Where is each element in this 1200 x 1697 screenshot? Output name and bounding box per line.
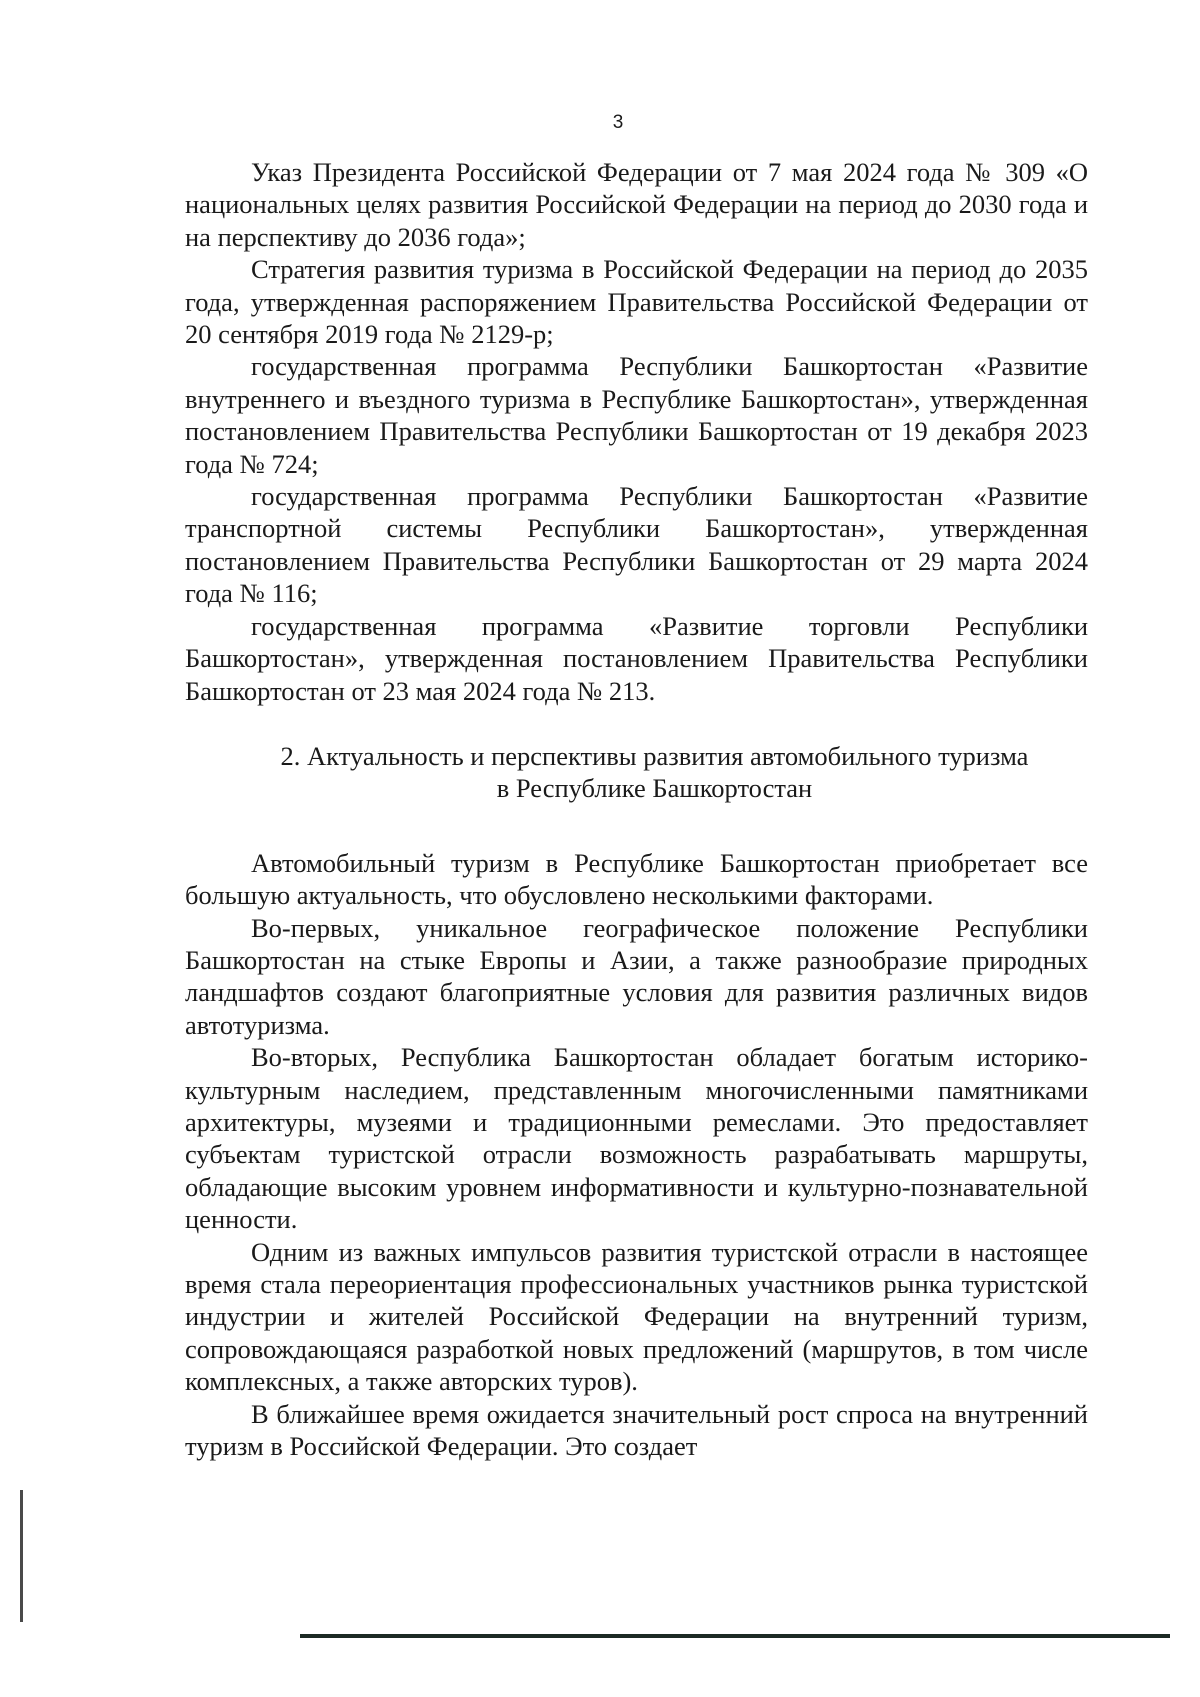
paragraph-tourism-strategy: Стратегия развития туризма в Российской Федерации на период до 2035 года, утвержденная распоряжением Правительства Российской Федерации от 20 сентября 2019 года № 2129-р; — [185, 254, 1088, 350]
paragraph-secondly: Во-вторых, Республика Башкортостан обладает богатым историко-культурным наследием, представленным многочисленными памятниками архитектуры, музеями и традиционными ремеслами. Это предоставляет субъектам туристской отрасли возможность разрабатывать маршруты, обладающие высоким уровнем информативности и культурно-познавательной ценности. — [185, 1042, 1088, 1235]
bottom-rule — [300, 1634, 1170, 1638]
paragraph-program-transport: государственная программа Республики Башкортостан «Развитие транспортной системы Республики Башкортостан», утвержденная постановлением Правительства Республики Башкортостан от 29 марта 2024 года № 116; — [185, 481, 1088, 609]
document-body — [185, 156, 1088, 1462]
paragraph-relevance: Автомобильный туризм в Республике Башкортостан приобретает все большую актуальность, что обусловлено несколькими факторами. — [185, 847, 1088, 911]
section-heading-line-1: 2. Актуальность и перспективы развития автомобильного туризма — [280, 740, 1029, 771]
scan-edge-line — [20, 1490, 23, 1622]
spacer — [185, 707, 1088, 740]
paragraph-demand-growth: В ближайшее время ожидается значительный рост спроса на внутренний туризм в Российской Федерации. Это создает — [185, 1398, 1088, 1462]
spacer — [185, 805, 1088, 847]
paragraph-program-trade: государственная программа «Развитие торговли Республики Башкортостан», утвержденная постановлением Правительства Республики Башкортостан от 23 мая 2024 года № 213. — [185, 610, 1088, 706]
section-heading-line-2: в Республике Башкортостан — [496, 773, 813, 804]
paragraph-domestic-shift: Одним из важных импульсов развития туристской отрасли в настоящее время стала переориентация профессиональных участников рынка туристской индустрии и жителей Российской Федерации на внутренний туризм, сопровождающаяся разработкой новых предложений (маршрутов, в том числе комплексных, а также авторских туров). — [185, 1236, 1088, 1397]
paragraph-firstly: Во-первых, уникальное географическое положение Республики Башкортостан на стыке Европы и Азии, а также разнообразие природных ландшафтов создают благоприятные условия для развития различных видов автотуризма. — [185, 912, 1088, 1040]
page-number: 3 — [612, 112, 624, 133]
paragraph-program-tourism: государственная программа Республики Башкортостан «Развитие внутреннего и въездного туризма в Республике Башкортостан», утвержденная постановлением Правительства Республики Башкортостан от 19 декабря 2023 года № 724; — [185, 351, 1088, 479]
paragraph-presidential-decree: Указ Президента Российской Федерации от 7 мая 2024 года № 309 «О национальных целях развития Российской Федерации на период до 2030 года и на перспективу до 2036 года»; — [185, 157, 1088, 252]
